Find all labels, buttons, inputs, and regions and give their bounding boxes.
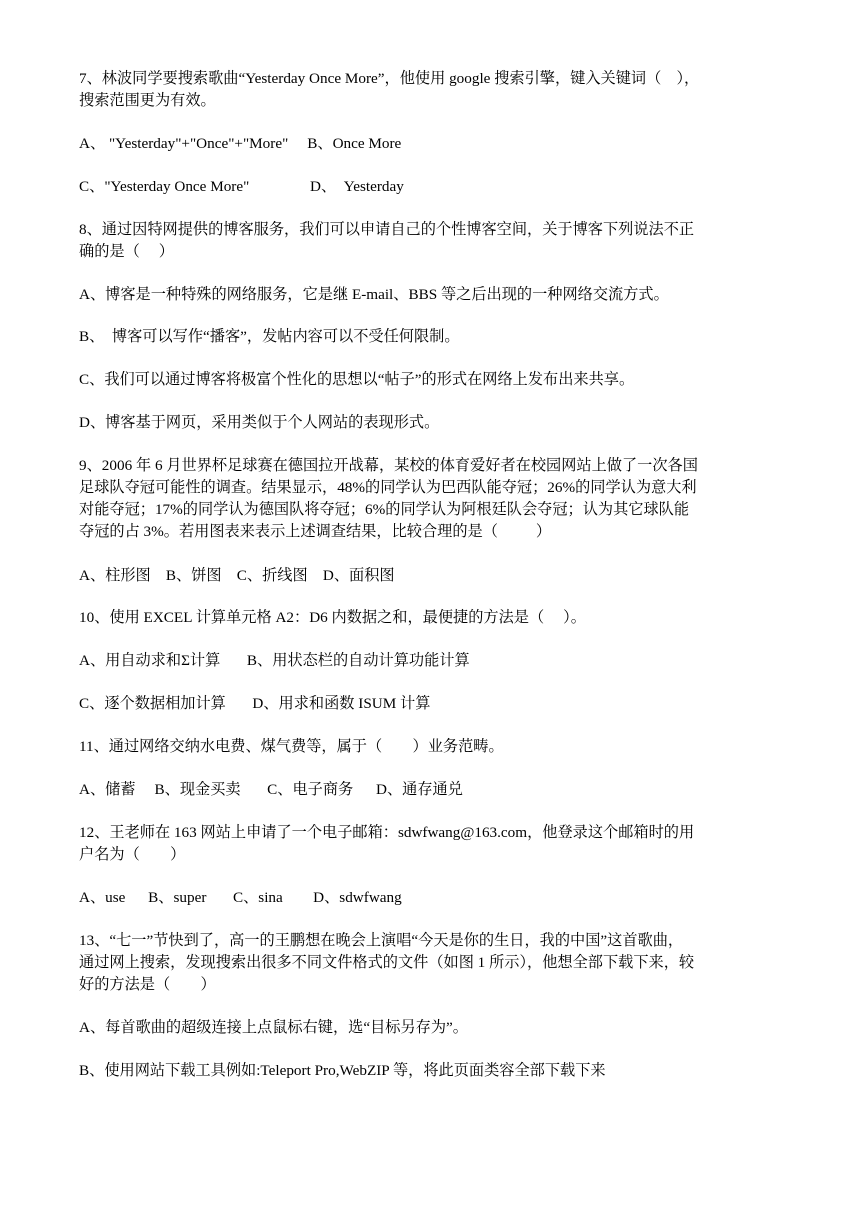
question-7-stem-line-2: 搜索范围更为有效。 (79, 92, 216, 109)
question-9-options: A、柱形图 B、饼图 C、折线图 D、面积图 (79, 567, 395, 584)
question-12-options: A、use B、super C、sina D、sdwfwang (79, 889, 402, 906)
question-12-stem-line-2: 户名为（ ） (79, 846, 186, 863)
question-7-options-ab: A、 "Yesterday"+"Once"+"More" B、Once More (79, 135, 402, 152)
question-10-stem: 10、使用 EXCEL 计算单元格 A2：D6 内数据之和，最便捷的方法是（ ）。 (79, 609, 586, 626)
question-13-option-b: B、使用网站下载工具例如:Teleport Pro,WebZIP 等，将此页面类容全部下载下来 (79, 1062, 606, 1079)
question-13-option-a: A、每首歌曲的超级连接上点鼠标右键，选“目标另存为”。 (79, 1019, 468, 1036)
question-11-stem: 11、通过网络交纳水电费、煤气费等，属于（ ）业务范畴。 (79, 738, 504, 755)
question-7-options-cd: C、"Yesterday Once More" D、 Yesterday (79, 178, 404, 195)
question-13-stem-line-1: 13、“七一”节快到了，高一的王鹏想在晚会上演唱“今天是你的生日，我的中国”这首歌曲， (79, 932, 684, 949)
question-8-option-b: B、 博客可以写作“播客”，发帖内容可以不受任何限制。 (79, 328, 460, 345)
question-9-stem-line-4: 夺冠的占 3%。若用图表来表示上述调查结果，比较合理的是（ ） (79, 523, 552, 540)
question-12-stem-line-1: 12、王老师在 163 网站上申请了一个电子邮箱：sdwfwang@163.com，他登录这个邮箱时的用 (79, 824, 695, 841)
question-13-stem-line-3: 好的方法是（ ） (79, 976, 216, 993)
question-8-option-a: A、博客是一种特殊的网络服务，它是继 E-mail、BBS 等之后出现的一种网络交流方式。 (79, 286, 669, 303)
question-7-stem-line-1: 7、林波同学要搜索歌曲“Yesterday Once More”，他使用 google 搜索引擎，键入关键词（ ）， (79, 70, 700, 87)
question-9-stem-line-2: 足球队夺冠可能性的调查。结果显示，48%的同学认为巴西队能夺冠；26%的同学认为意大利 (79, 479, 697, 496)
question-10-options-ab: A、用自动求和Σ计算 B、用状态栏的自动计算功能计算 (79, 652, 470, 669)
question-8-stem-line-2: 确的是（ ） (79, 243, 174, 260)
question-8-option-c: C、我们可以通过博客将极富个性化的思想以“帖子”的形式在网络上发布出来共享。 (79, 371, 635, 388)
question-13-stem-line-2: 通过网上搜索，发现搜索出很多不同文件格式的文件（如图 1 所示），他想全部下载下来，较 (79, 954, 695, 971)
question-8-option-d: D、博客基于网页，采用类似于个人网站的表现形式。 (79, 414, 440, 431)
question-9-stem-line-1: 9、2006 年 6 月世界杯足球赛在德国拉开战幕，某校的体育爱好者在校园网站上做了一次各国 (79, 457, 698, 474)
question-8-stem-line-1: 8、通过因特网提供的博客服务，我们可以申请自己的个性博客空间，关于博客下列说法不正 (79, 221, 695, 238)
question-10-options-cd: C、逐个数据相加计算 D、用求和函数 ISUM 计算 (79, 695, 431, 712)
question-9-stem-line-3: 对能夺冠；17%的同学认为德国队将夺冠；6%的同学认为阿根廷队会夺冠；认为其它球队能 (79, 501, 690, 518)
question-11-options: A、储蓄 B、现金买卖 C、电子商务 D、通存通兑 (79, 781, 463, 798)
